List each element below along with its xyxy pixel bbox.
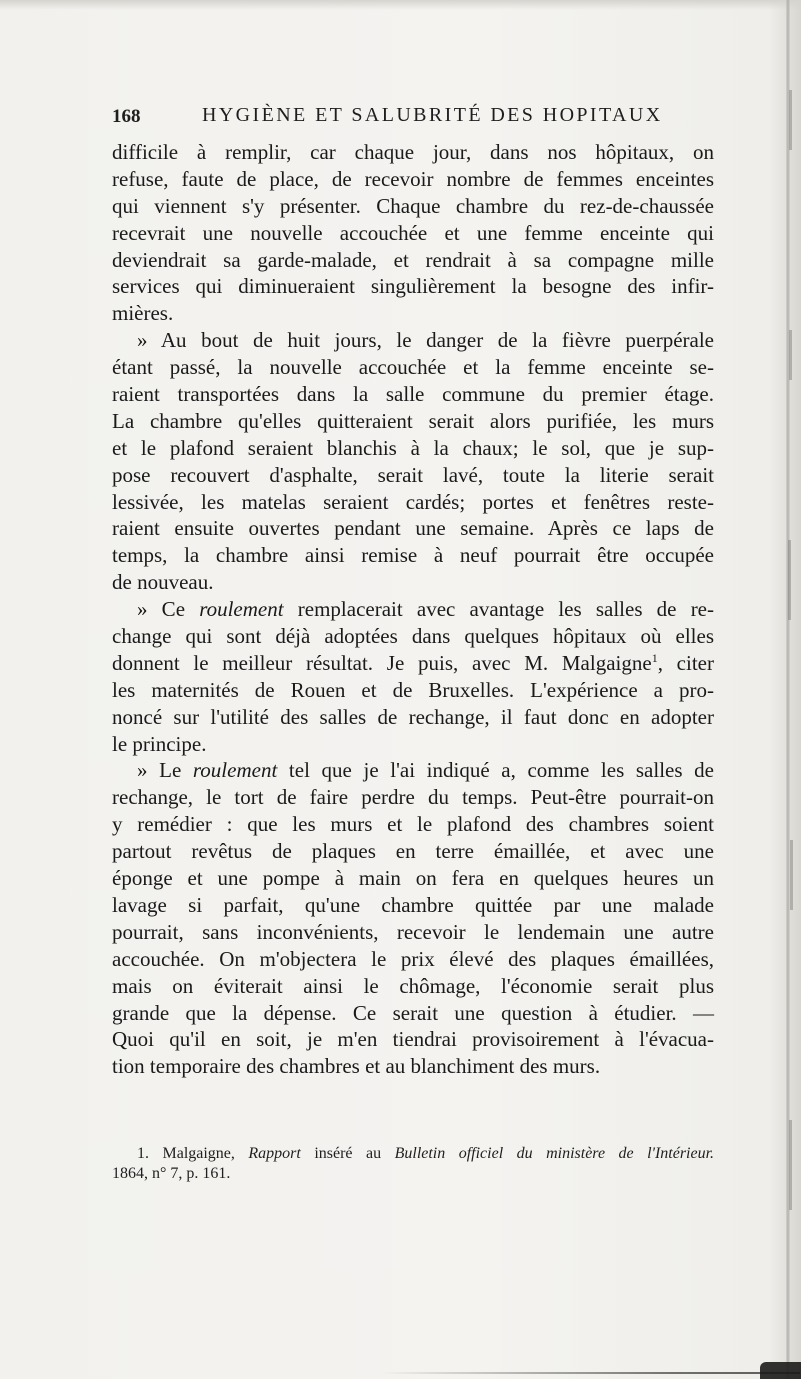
text-segment: » Ce xyxy=(137,597,200,622)
text-line: lessivée, les matelas seraient cardés; portes et fenêtres reste- xyxy=(112,489,714,514)
footnote-journal: Bulletin officiel du ministère de l'Intérieur. xyxy=(394,1145,715,1162)
text-segment: , citer xyxy=(657,650,714,675)
text-line-with-footnote-ref xyxy=(112,650,714,677)
page-edge-mark xyxy=(789,90,792,150)
italic-term: roulement xyxy=(192,758,278,783)
text-line: raient transportées dans la salle commune du premier étage. xyxy=(112,382,714,407)
footnote-work-title: Rapport xyxy=(248,1145,301,1162)
body-text xyxy=(112,139,714,1080)
text-segment: donnent le meilleur résultat. Je puis, avec M. Malgaigne xyxy=(112,650,652,675)
footnote-author: Malgaigne, xyxy=(162,1145,235,1162)
text-line: de nouveau. xyxy=(112,570,214,595)
footnotes xyxy=(112,1144,714,1184)
text-line: temps, la chambre ainsi remise à neuf pourrait être occupée xyxy=(112,543,714,568)
text-line: tion temporaire des chambres et au blanchiment des murs. xyxy=(112,1054,601,1079)
text-line: partout revêtus de plaques en terre émaillée, et avec une xyxy=(112,839,714,864)
text-line: » Au bout de huit jours, le danger de la fièvre puerpérale xyxy=(137,328,714,353)
text-line: refuse, faute de place, de recevoir nombre de femmes enceintes xyxy=(112,166,714,191)
text-line: mières. xyxy=(112,301,174,326)
page-edge-mark xyxy=(789,1120,792,1210)
page-number: 168 xyxy=(112,106,141,127)
footnote-number: 1. xyxy=(137,1145,149,1162)
text-line: lavage si parfait, qu'une chambre quittée par une malade xyxy=(112,892,714,917)
page-top-shadow xyxy=(0,0,801,10)
text-line: mais on éviterait ainsi le chômage, l'économie serait plus xyxy=(112,973,714,998)
text-line: éponge et une pompe à main on fera en quelques heures un xyxy=(112,866,714,891)
text-segment: remplacerait avec avantage les salles de re- xyxy=(283,597,714,622)
text-line: les maternités de Rouen et de Bruxelles. L'expérience a pro- xyxy=(112,677,714,702)
text-line-with-italic xyxy=(112,757,714,784)
text-line: accouchée. On m'objectera le prix élevé des plaques émaillées, xyxy=(112,946,714,971)
footnote-reference: 1 xyxy=(651,650,658,665)
text-line: grande que la dépense. Ce serait une question à étudier. — xyxy=(112,1000,714,1025)
running-header xyxy=(112,104,712,134)
text-line: qui viennent s'y présenter. Chaque chambre du rez-de-chaussée xyxy=(112,193,714,218)
page-bottom-rule xyxy=(380,1372,800,1374)
text-line: pose recouvert d'asphalte, serait lavé, toute la literie serait xyxy=(112,462,714,487)
text-line: pourrait, sans inconvénients, recevoir le lendemain une autre xyxy=(112,919,714,944)
text-line: y remédier : que les murs et le plafond des chambres soient xyxy=(112,812,714,837)
text-line: La chambre qu'elles quitteraient serait alors purifiée, les murs xyxy=(112,408,714,433)
text-line: étant passé, la nouvelle accouchée et la femme enceinte se- xyxy=(112,355,714,380)
italic-term: roulement xyxy=(199,597,284,622)
text-line: Quoi qu'il en soit, je m'en tiendrai provisoirement à l'évacua- xyxy=(112,1027,714,1052)
text-line: noncé sur l'utilité des salles de rechange, il faut donc en adopter xyxy=(112,704,714,729)
footnote-line xyxy=(112,1144,714,1164)
page-edge-mark xyxy=(790,840,793,910)
text-segment: tel que je l'ai indiqué a, comme les salles de xyxy=(277,758,714,783)
text-line: change qui sont déjà adoptées dans quelques hôpitaux où elles xyxy=(112,624,714,649)
text-line: recevrait une nouvelle accouchée et une femme enceinte qui xyxy=(112,220,714,245)
text-line: et le plafond seraient blanchis à la chaux; le sol, que je sup- xyxy=(112,435,714,460)
footnote-citation: 1864, n° 7, p. 161. xyxy=(112,1165,231,1182)
footnote-text: inséré au xyxy=(314,1145,382,1162)
text-line: le principe. xyxy=(112,731,207,756)
page-edge-mark xyxy=(789,330,792,380)
text-line: difficile à remplir, car chaque jour, dans nos hôpitaux, on xyxy=(112,140,714,164)
text-line: raient ensuite ouvertes pendant une semaine. Après ce laps de xyxy=(112,516,714,541)
text-segment: » Le xyxy=(137,758,193,783)
text-line: deviendrait sa garde-malade, et rendrait à sa compagne mille xyxy=(112,247,714,272)
text-line: services qui diminueraient singulièrement la besogne des infir- xyxy=(112,274,714,299)
text-line-with-italic xyxy=(112,596,714,623)
page-edge-mark xyxy=(788,540,791,620)
page-corner-blot xyxy=(760,1362,801,1379)
running-title: HYGIÈNE ET SALUBRITÉ DES HOPITAUX xyxy=(202,104,663,126)
text-line: rechange, le tort de faire perdre du temps. Peut-être pourrait-on xyxy=(112,785,714,810)
